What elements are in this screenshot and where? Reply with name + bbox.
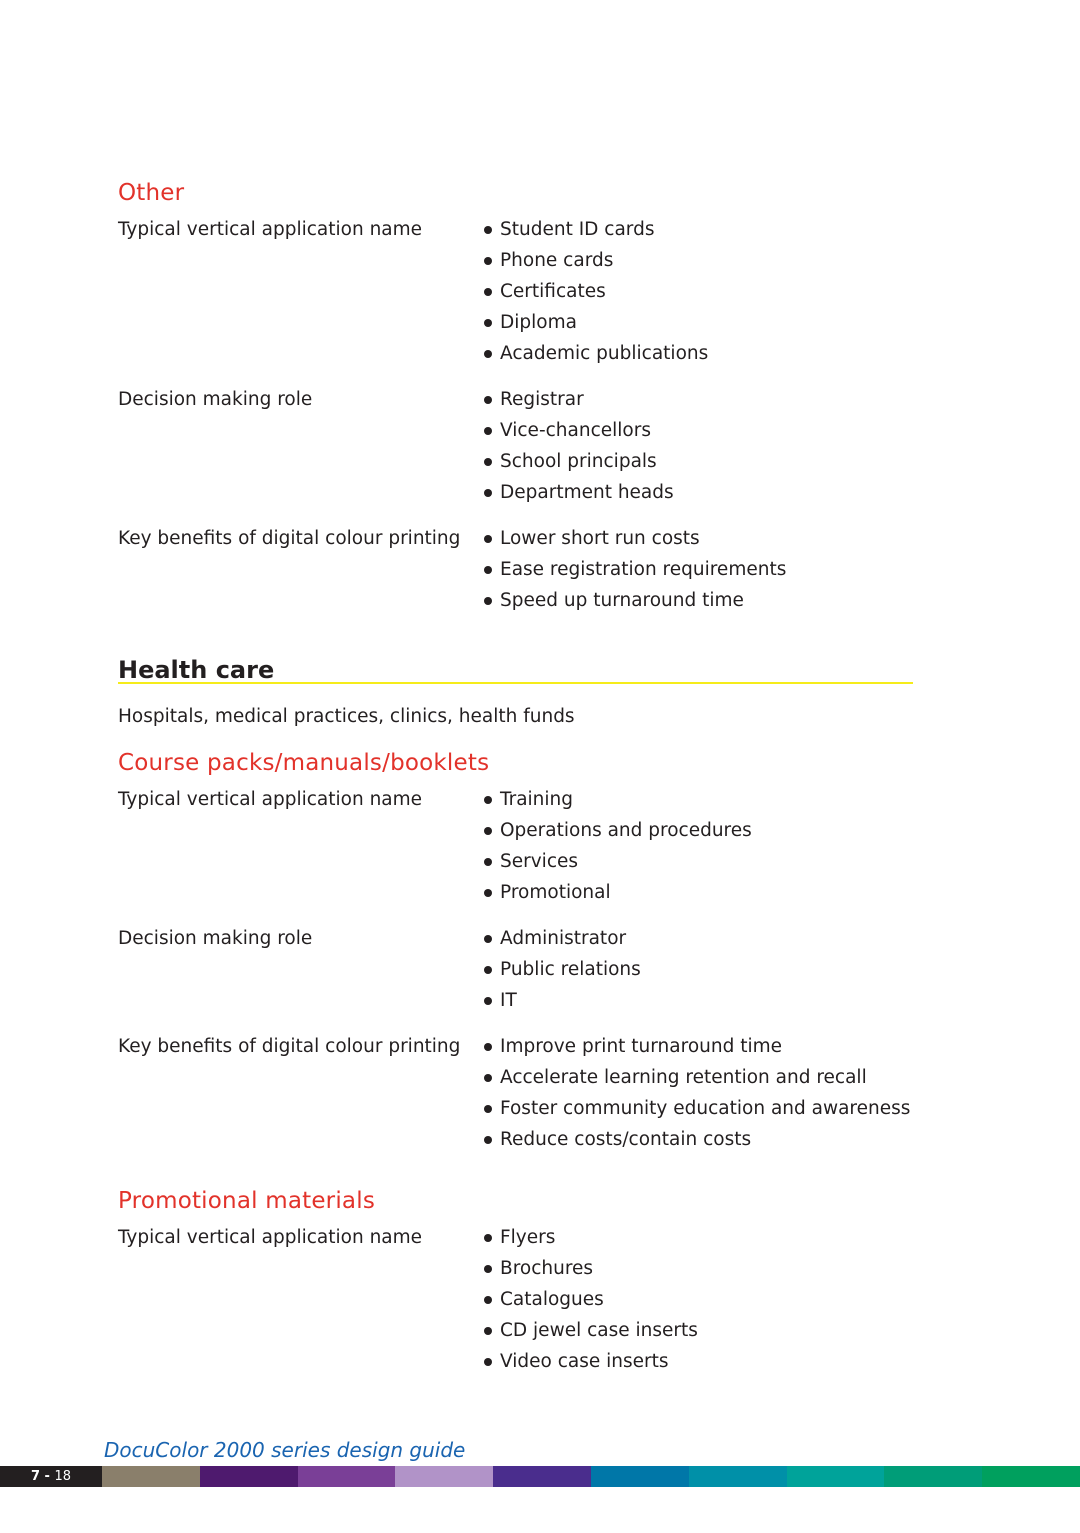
group-label: Key benefits of digital colour printing — [118, 528, 461, 549]
list-item: Registrar — [484, 384, 674, 415]
color-swatch — [395, 1466, 493, 1487]
list-item: Accelerate learning retention and recall — [484, 1062, 910, 1093]
list-item: Catalogues — [484, 1284, 698, 1315]
list-item: School principals — [484, 446, 674, 477]
promo-groups — [118, 1222, 918, 1377]
color-swatch — [982, 1466, 1080, 1487]
info-group — [118, 1222, 918, 1377]
list-item: Lower short run costs — [484, 523, 786, 554]
bullet-list — [484, 1222, 698, 1377]
color-swatch — [884, 1466, 982, 1487]
other-groups — [118, 214, 918, 616]
footer-guide-title: DocuColor 2000 series design guide — [104, 1438, 466, 1462]
bullet-list — [484, 784, 752, 908]
color-swatches — [102, 1466, 1080, 1487]
bullet-list — [484, 923, 641, 1016]
list-item: Flyers — [484, 1222, 698, 1253]
bullet-list — [484, 523, 786, 616]
list-item: Reduce costs/contain costs — [484, 1124, 910, 1155]
page-number-value: 18 — [54, 1469, 72, 1484]
list-item: Student ID cards — [484, 214, 708, 245]
list-item: CD jewel case inserts — [484, 1315, 698, 1346]
list-item: Phone cards — [484, 245, 708, 276]
group-label: Typical vertical application name — [118, 1227, 423, 1248]
footer-color-bar — [0, 1466, 1080, 1487]
page-number — [0, 1466, 102, 1487]
chapter-number: 7 - — [30, 1469, 50, 1484]
list-item: Promotional — [484, 877, 752, 908]
group-label: Decision making role — [118, 928, 313, 949]
list-item: Department heads — [484, 477, 674, 508]
page-content — [118, 172, 918, 1392]
group-label: Key benefits of digital colour printing — [118, 1036, 461, 1057]
health-care-heading: Health care — [118, 656, 275, 684]
group-label: Typical vertical application name — [118, 789, 423, 810]
list-item: Ease registration requirements — [484, 554, 786, 585]
bullet-list — [484, 384, 674, 508]
course-groups — [118, 784, 918, 1155]
health-care-heading-rule — [118, 642, 913, 684]
list-item: Video case inserts — [484, 1346, 698, 1377]
color-swatch — [102, 1466, 200, 1487]
info-group — [118, 1031, 918, 1155]
info-group — [118, 214, 918, 369]
info-group — [118, 923, 918, 1016]
list-item: Services — [484, 846, 752, 877]
color-swatch — [493, 1466, 591, 1487]
list-item: Certificates — [484, 276, 708, 307]
list-item: Training — [484, 784, 752, 815]
section-heading-other: Other — [118, 180, 185, 206]
list-item: Speed up turnaround time — [484, 585, 786, 616]
list-item: IT — [484, 985, 641, 1016]
health-care-intro: Hospitals, medical practices, clinics, health funds — [118, 706, 575, 727]
list-item: Vice-chancellors — [484, 415, 674, 446]
section-heading-promotional: Promotional materials — [118, 1188, 375, 1214]
list-item: Improve print turnaround time — [484, 1031, 910, 1062]
list-item: Public relations — [484, 954, 641, 985]
group-label: Decision making role — [118, 389, 313, 410]
list-item: Administrator — [484, 923, 641, 954]
color-swatch — [689, 1466, 787, 1487]
color-swatch — [200, 1466, 298, 1487]
list-item: Diploma — [484, 307, 708, 338]
list-item: Brochures — [484, 1253, 698, 1284]
color-swatch — [591, 1466, 689, 1487]
bullet-list — [484, 1031, 910, 1155]
section-heading-course-packs: Course packs/manuals/booklets — [118, 750, 490, 776]
list-item: Academic publications — [484, 338, 708, 369]
list-item: Foster community education and awareness — [484, 1093, 910, 1124]
info-group — [118, 384, 918, 508]
color-swatch — [298, 1466, 396, 1487]
info-group — [118, 523, 918, 616]
bullet-list — [484, 214, 708, 369]
color-swatch — [787, 1466, 885, 1487]
info-group — [118, 784, 918, 908]
group-label: Typical vertical application name — [118, 219, 423, 240]
list-item: Operations and procedures — [484, 815, 752, 846]
